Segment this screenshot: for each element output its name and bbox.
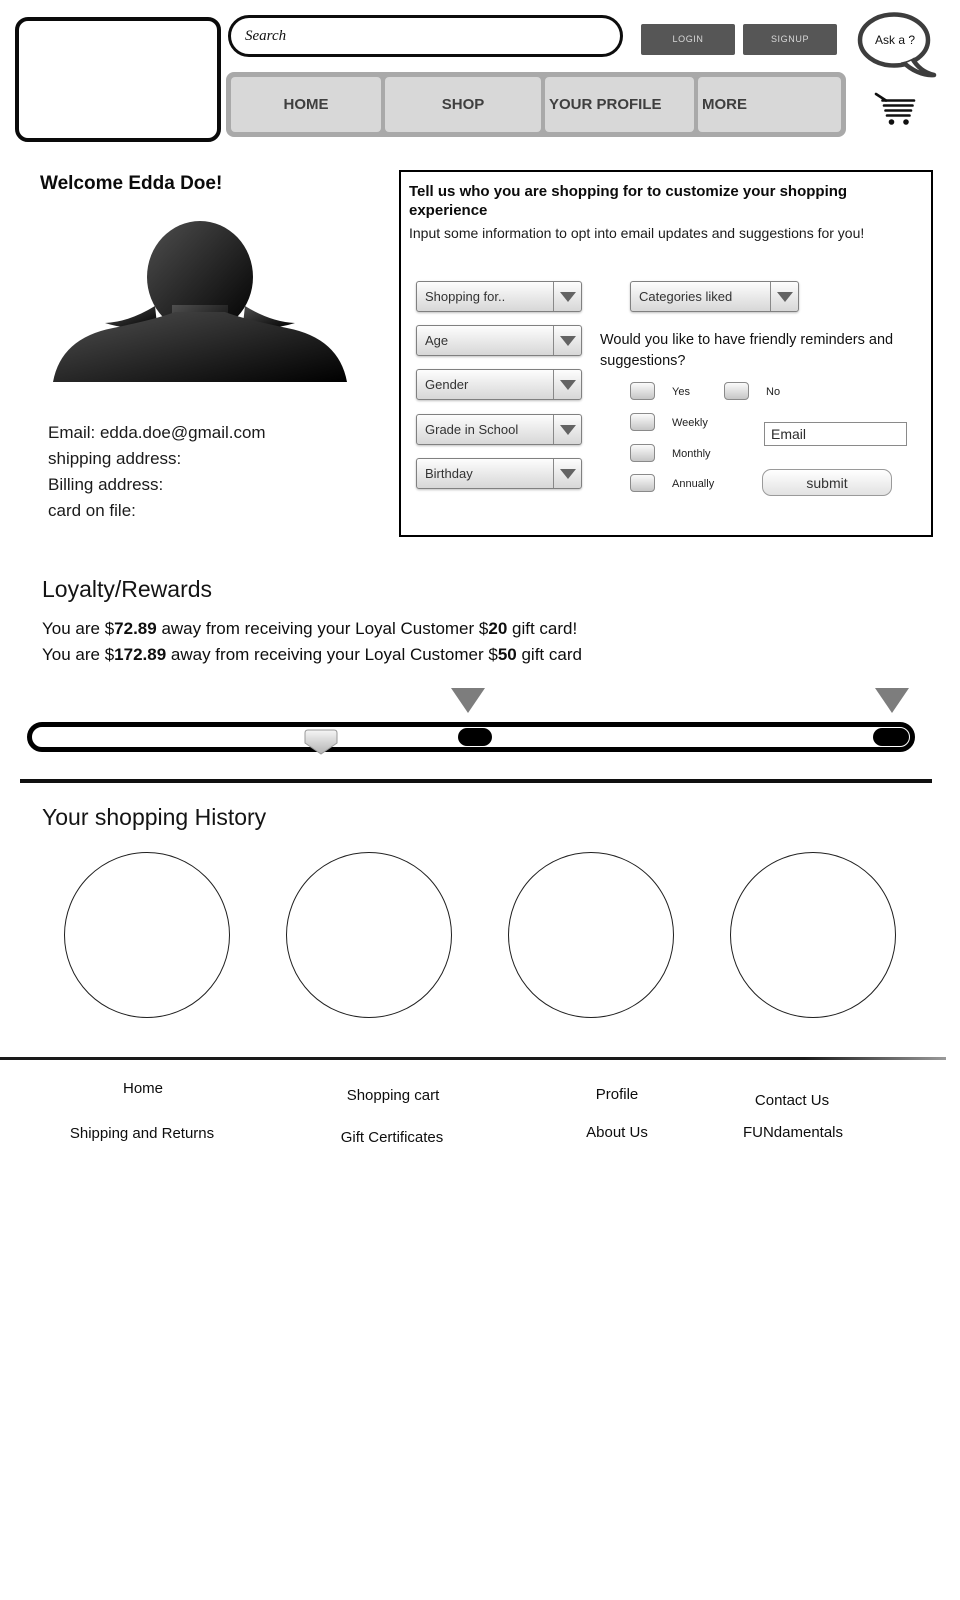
chevron-down-icon [553, 326, 581, 355]
checkbox-monthly[interactable] [630, 444, 655, 462]
search-bar [228, 15, 623, 57]
checkbox-monthly-label: Monthly [672, 448, 711, 460]
history-item[interactable] [286, 852, 452, 1018]
main-nav [226, 72, 846, 137]
progress-slider-handle[interactable] [304, 729, 338, 755]
nav-tab-more[interactable]: MORE [698, 77, 841, 132]
chevron-down-icon [770, 282, 798, 311]
signup-button[interactable]: SIGNUP [743, 24, 837, 55]
checkbox-yes-label: Yes [672, 386, 690, 398]
shopping-history-heading: Your shopping History [42, 804, 267, 830]
milestone-marker-20 [458, 728, 492, 746]
submit-button[interactable]: submit [762, 469, 892, 496]
email-field[interactable] [764, 422, 907, 446]
chevron-down-icon [553, 370, 581, 399]
reminders-question: Would you like to have friendly reminders and suggestions? [600, 332, 894, 369]
loyalty-line-2: You are $172.89 away from receiving your Loyal Customer $50 gift card [42, 645, 582, 664]
footer-divider [0, 1057, 946, 1060]
profile-billing-address: Billing address: [48, 475, 164, 494]
profile-details [48, 420, 266, 524]
chevron-down-icon [553, 415, 581, 444]
checkbox-weekly[interactable] [630, 413, 655, 431]
dropdown-age-label: Age [425, 333, 449, 348]
checkbox-no[interactable] [724, 382, 749, 400]
footer-link-about-us[interactable]: About Us [586, 1124, 648, 1141]
loyalty-line-1: You are $72.89 away from receiving your Loyal Customer $20 gift card! [42, 619, 578, 638]
profile-email: Email: edda.doe@gmail.com [48, 423, 266, 442]
dropdown-categories-label: Categories liked [639, 289, 733, 304]
dropdown-shopping-for[interactable] [416, 281, 582, 312]
panel-subtitle: Input some information to opt into email updates and suggestions for you! [409, 225, 865, 241]
profile-shipping-address: shipping address: [48, 449, 182, 468]
login-button[interactable]: LOGIN [641, 24, 735, 55]
footer-link-gift-certificates[interactable]: Gift Certificates [340, 1129, 444, 1146]
checkbox-annually-label: Annually [672, 478, 715, 490]
gift-card-50-marker-icon [875, 688, 909, 713]
history-item[interactable] [508, 852, 674, 1018]
dropdown-gender-label: Gender [425, 377, 469, 392]
dropdown-shopping-for-label: Shopping for.. [425, 289, 506, 304]
nav-tab-your-profile[interactable]: YOUR PROFILE [545, 77, 694, 132]
section-divider [20, 779, 932, 783]
checkbox-annually[interactable] [630, 474, 655, 492]
search-input[interactable] [231, 18, 620, 54]
history-item[interactable] [64, 852, 230, 1018]
dropdown-categories-liked[interactable] [630, 281, 799, 312]
rewards-progress-bar [27, 722, 915, 752]
nav-tab-shop[interactable]: SHOP [385, 77, 541, 132]
profile-card-on-file: card on file: [48, 501, 136, 520]
footer-link-fundamentals[interactable]: FUNdamentals [742, 1124, 844, 1141]
nav-tab-home[interactable]: HOME [231, 77, 381, 132]
logo-placeholder[interactable] [15, 17, 221, 142]
footer-link-shopping-cart[interactable]: Shopping cart [346, 1087, 440, 1104]
footer-link-contact-us[interactable]: Contact Us [754, 1092, 830, 1109]
footer-link-shipping-returns[interactable]: Shipping and Returns [69, 1125, 215, 1142]
checkbox-no-label: No [766, 386, 781, 398]
panel-title: Tell us who you are shopping for to customize your shopping experience [409, 183, 848, 219]
dropdown-grade-in-school[interactable] [416, 414, 582, 445]
welcome-heading: Welcome Edda Doe! [40, 173, 223, 194]
footer-link-home[interactable]: Home [122, 1080, 164, 1097]
chevron-down-icon [553, 282, 581, 311]
ask-question-bubble[interactable] [856, 12, 938, 78]
chevron-down-icon [553, 459, 581, 488]
dropdown-grade-label: Grade in School [425, 422, 519, 437]
ask-bubble-label: Ask a ? [874, 33, 916, 47]
loyalty-heading: Loyalty/Rewards [42, 576, 213, 602]
loyalty-progress-text [42, 616, 582, 668]
shopping-preferences-panel [399, 170, 933, 537]
milestone-marker-50 [873, 728, 909, 746]
avatar [45, 210, 355, 382]
footer-link-profile[interactable]: Profile [595, 1086, 639, 1103]
dropdown-gender[interactable] [416, 369, 582, 400]
checkbox-weekly-label: Weekly [672, 417, 708, 429]
gift-card-20-marker-icon [451, 688, 485, 713]
shopping-cart-icon[interactable] [870, 90, 918, 126]
dropdown-birthday-label: Birthday [425, 466, 473, 481]
dropdown-age[interactable] [416, 325, 582, 356]
dropdown-birthday[interactable] [416, 458, 582, 489]
checkbox-yes[interactable] [630, 382, 655, 400]
history-item[interactable] [730, 852, 896, 1018]
